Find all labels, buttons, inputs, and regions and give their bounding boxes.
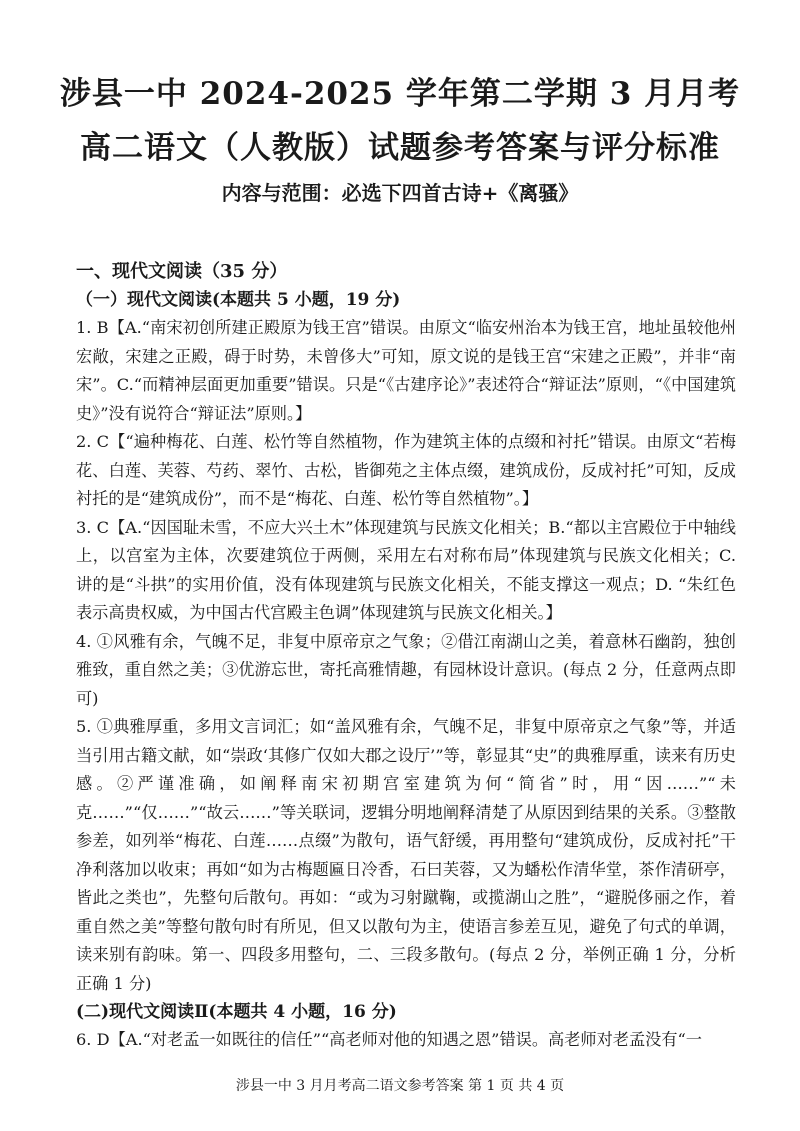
- answer-4: 4. ①风雅有余，气魄不足，非复中原帝京之气象；②借江南湖山之美，着意林石幽韵，独创雅致，重自然之美；③优游忘世，寄托高雅情趣，有园林设计意识。(每点 2 分，任意两点即可): [76, 631, 736, 708]
- answer-6: 6. D【A.“对老孟一如既往的信任”“高老师对他的知遇之恩”错误。高老师对老孟没有“一: [76, 1030, 702, 1049]
- answer-3: 3. C【A.“因国耻未雪，不应大兴土木”体现建筑与民族文化相关；B.“都以主宫殿位于中轴线上，以宫室为主体，次要建筑位于两侧，采用左右对称布局”体现建筑与民族文化相关；C. 讲的是“斗拱”的实用价值，没有体现建筑与民族文化相关，不能支撑这一观点；D. “朱红色表示高贵权威，为中国古代宫殿主色调”体现建筑与民族文化相关。】: [76, 517, 736, 622]
- subsection-heading-1: （一）现代文阅读(本题共 5 小题，19 分): [76, 290, 401, 310]
- section-heading-modern-reading: 一、现代文阅读（35 分）: [76, 261, 288, 282]
- answer-5: 5. ①典雅厚重，多用文言词汇；如“盖风雅有余，气魄不足，非复中原帝京之气象”等，并适当引用古籍文献，如“崇政‘其修广仅如大郡之设厅’”等，彰显其“史”的典雅厚重，读来有历史感。②严谨准确，如阐释南宋初期宫室建筑为何“简省”时，用“因……”“未克……”“仅……”“故云……”等关联词，逻辑分明地阐释清楚了从原因到结果的关系。③整散参差，如列举“梅花、白莲……点缀”为散句，语气舒缓，再用整句“建筑成份，反成衬托”干净利落加以收束；再如“如为古梅题匾日冷香，石曰芙蓉，又为蟠松作清华堂，茶作清研亭，皆此之类也”，先整句后散句。再如：“或为习射蹴鞠，或揽湖山之胜”，“避脱侈丽之作，着重自然之美”等整句散句时有所见，但又以散句为主，使语言参差互见，避免了句式的单调，读来别有韵味。第一、四段多用整句，二、三段多散句。(每点 2 分，举例正确 1 分，分析正确 1 分): [76, 717, 736, 993]
- page-footer: 涉县一中 3 月月考高二语文参考答案 第 1 页 共 4 页: [235, 1078, 565, 1094]
- exam-scope: 内容与范围：必选下四首古诗+《离骚》: [221, 181, 579, 205]
- answer-2: 2. C【“遍种梅花、白莲、松竹等自然植物，作为建筑主体的点缀和衬托”错误。由原文“若梅花、白莲、芙蓉、芍药、翠竹、古松，皆御苑之主体点缀，建筑成份，反成衬托”可知，反成衬托的是“建筑成份”，而不是“梅花、白莲、松竹等自然植物”。】: [76, 432, 736, 508]
- answer-1: 1. B【A.“南宋初创所建正殿原为钱王宫”错误。由原文“临安州治本为钱王宫，地址虽较他州宏敞，宋建之正殿，碍于时势，未曾侈大”可知，原文说的是钱王宫“宋建之正殿”，并非“南宋”。C.“而精神层面更加重要”错误。只是“《古建序论》”表述符合“辩证法”原则，“《中国建筑史》”没有说符合“辩证法”原则。】: [76, 318, 736, 423]
- exam-title: 涉县一中 2024-2025 学年第二学期 3 月月考: [59, 76, 741, 112]
- exam-subtitle: 高二语文（人教版）试题参考答案与评分标准: [80, 130, 720, 166]
- subsection-heading-2: (二)现代文阅读Ⅱ(本题共 4 小题，16 分): [76, 1002, 397, 1022]
- answer-body: [76, 258, 736, 1055]
